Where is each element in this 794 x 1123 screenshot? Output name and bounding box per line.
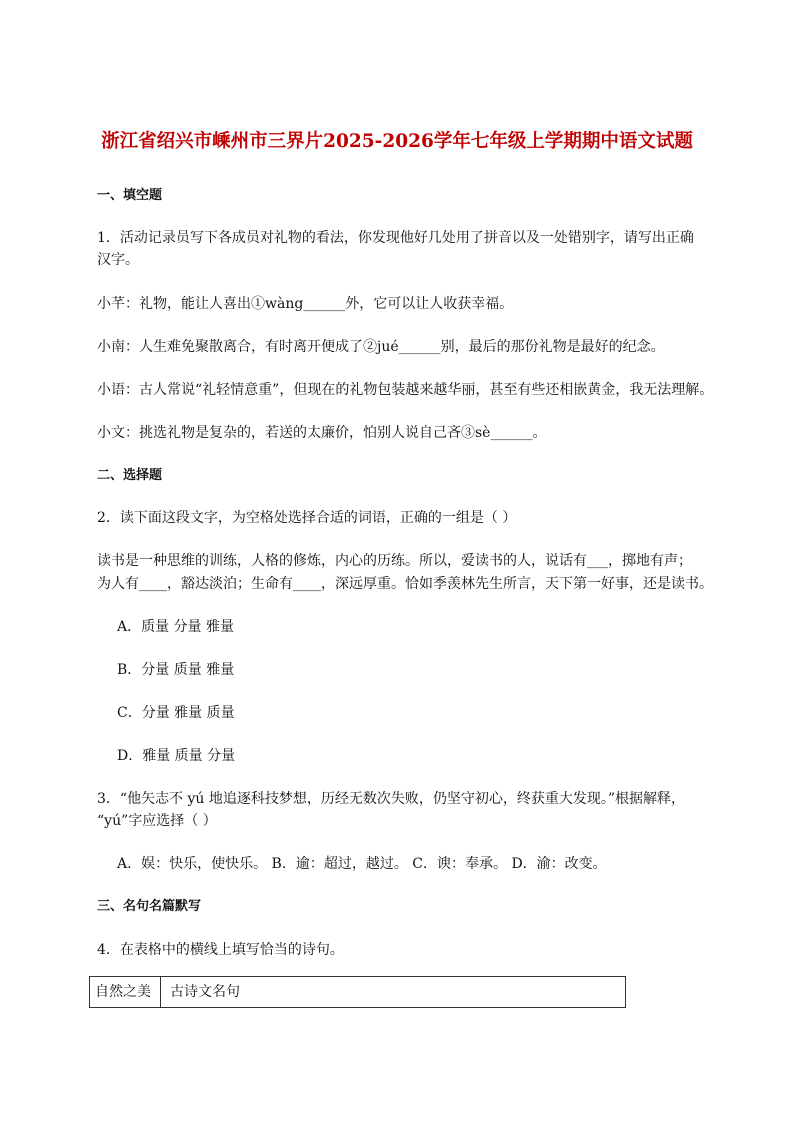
question-2-option-a: A．质量 分量 雅量: [117, 619, 235, 635]
question-2-option-c: C．分量 雅量 质量: [117, 705, 235, 721]
question-2-option-d: D．雅量 质量 分量: [117, 748, 236, 764]
question-1-xiaowen: 小文：挑选礼物是复杂的，若送的太廉价，怕别人说自己吝③sè______。: [97, 425, 547, 441]
poetry-table: [89, 976, 626, 1008]
question-3-options: A．娱：快乐，使快乐。 B．逾：超过，越过。 C．谀：奉承。 D．渝：改变。: [117, 856, 607, 872]
question-2-passage-line-1: 读书是一种思维的训练，人格的修炼，内心的历练。所以，爱读书的人，说话有___，掷地有声；: [97, 553, 692, 569]
question-4-stem: 4．在表格中的横线上填写恰当的诗句。: [97, 942, 344, 958]
section-heading-poetry-recitation: 三、名句名篇默写: [97, 899, 202, 914]
question-2-option-b: B．分量 质量 雅量: [117, 662, 235, 678]
document-title: 浙江省绍兴市嵊州市三界片2025-2026学年七年级上学期期中语文试题: [101, 131, 693, 152]
question-3-stem-line-2: “yú”字应选择（ ）: [97, 813, 217, 829]
question-1-xiaoyu: 小语：古人常说“礼轻情意重”，但现在的礼物包装越来越华丽，甚至有些还相嵌黄金，我无法理解。: [97, 382, 714, 398]
question-3-stem-line-1: 3．“他矢志不 yú 地追逐科技梦想，历经无数次失败，仍坚守初心，终获重大发现。”根据解释，: [97, 791, 686, 807]
table-header-classical-quotes: 古诗文名句: [170, 984, 240, 1000]
question-1-xiaonan: 小南：人生难免聚散离合，有时离开便成了②jué______别，最后的那份礼物是最好的纪念。: [97, 339, 665, 355]
section-heading-multiple-choice: 二、选择题: [97, 468, 163, 483]
question-2-passage-line-2: 为人有____，豁达淡泊；生命有____，深远厚重。恰如季羡林先生所言，天下第一好事，还是读书。: [97, 576, 713, 592]
question-2-stem: 2．读下面这段文字，为空格处选择合适的词语，正确的一组是（ ）: [97, 510, 517, 526]
question-1-xiaoqian: 小芊：礼物，能让人喜出①wàng______外，它可以让人收获幸福。: [97, 296, 514, 312]
section-heading-fill-blank: 一、填空题: [97, 188, 163, 203]
table-header-natural-beauty: 自然之美: [90, 977, 161, 1007]
question-1-stem-line-2: 汉字。: [97, 252, 139, 268]
question-1-stem-line-1: 1．活动记录员写下各成员对礼物的看法，你发现他好几处用了拼音以及一处错别字，请写出正确: [97, 230, 694, 246]
